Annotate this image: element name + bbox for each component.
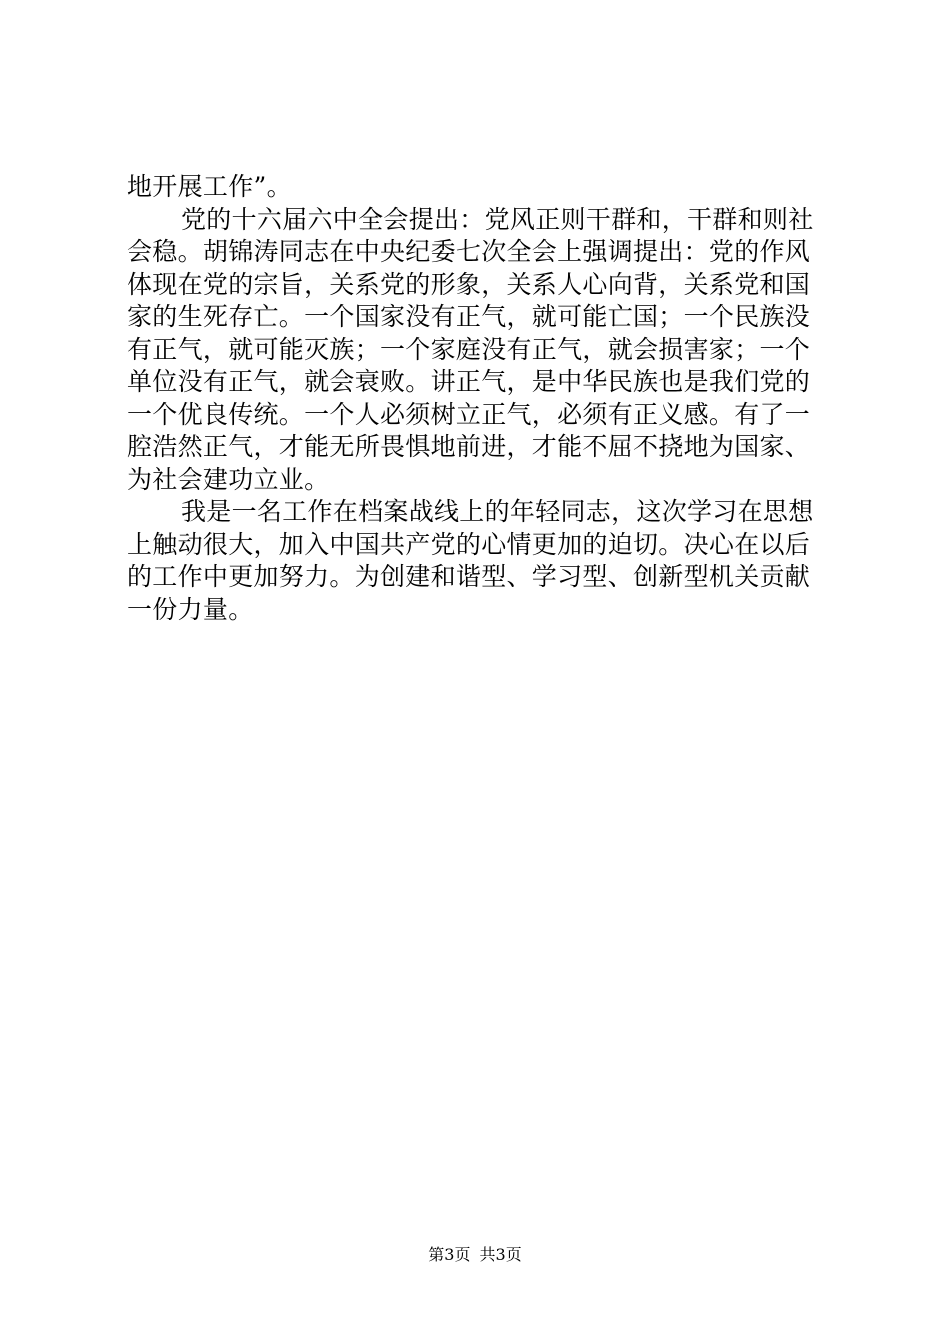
text-line: 家的生死存亡。一个国家没有正气，就可能亡国；一个民族没 bbox=[127, 302, 811, 331]
text-line: 的工作中更加努力。为创建和谐型、学习型、创新型机关贡献 bbox=[127, 562, 811, 591]
page-number: 第3页 bbox=[428, 1245, 471, 1264]
text-line: 有正气，就可能灭族；一个家庭没有正气，就会损害家；一个 bbox=[127, 334, 811, 364]
text-line: 单位没有正气，就会衰败。讲正气，是中华民族也是我们党的 bbox=[127, 367, 811, 396]
paragraph-first-line: 我是一名工作在档案战线上的年轻同志，这次学习在思想 bbox=[181, 497, 814, 526]
text-line: 为社会建功立业。 bbox=[127, 464, 330, 494]
text-line: 一份力量。 bbox=[127, 594, 254, 624]
document-body bbox=[127, 171, 827, 626]
text-line: 上触动很大，加入中国共产党的心情更加的迫切。决心在以后 bbox=[127, 529, 811, 559]
page-total: 共3页 bbox=[479, 1245, 522, 1264]
text-line: 地开展工作”。 bbox=[127, 172, 292, 201]
text-line: 体现在党的宗旨，关系党的形象，关系人心向背，关系党和国 bbox=[127, 269, 811, 299]
text-line: 会稳。胡锦涛同志在中央纪委七次全会上强调提出：党的作风 bbox=[127, 237, 811, 266]
paragraph-first-line: 党的十六届六中全会提出：党风正则干群和，干群和则社 bbox=[181, 204, 814, 234]
text-line: 腔浩然正气，才能无所畏惧地前进，才能不屈不挠地为国家、 bbox=[127, 432, 811, 461]
text-line: 一个优良传统。一个人必须树立正气，必须有正义感。有了一 bbox=[127, 399, 811, 429]
page-footer bbox=[0, 1244, 950, 1266]
